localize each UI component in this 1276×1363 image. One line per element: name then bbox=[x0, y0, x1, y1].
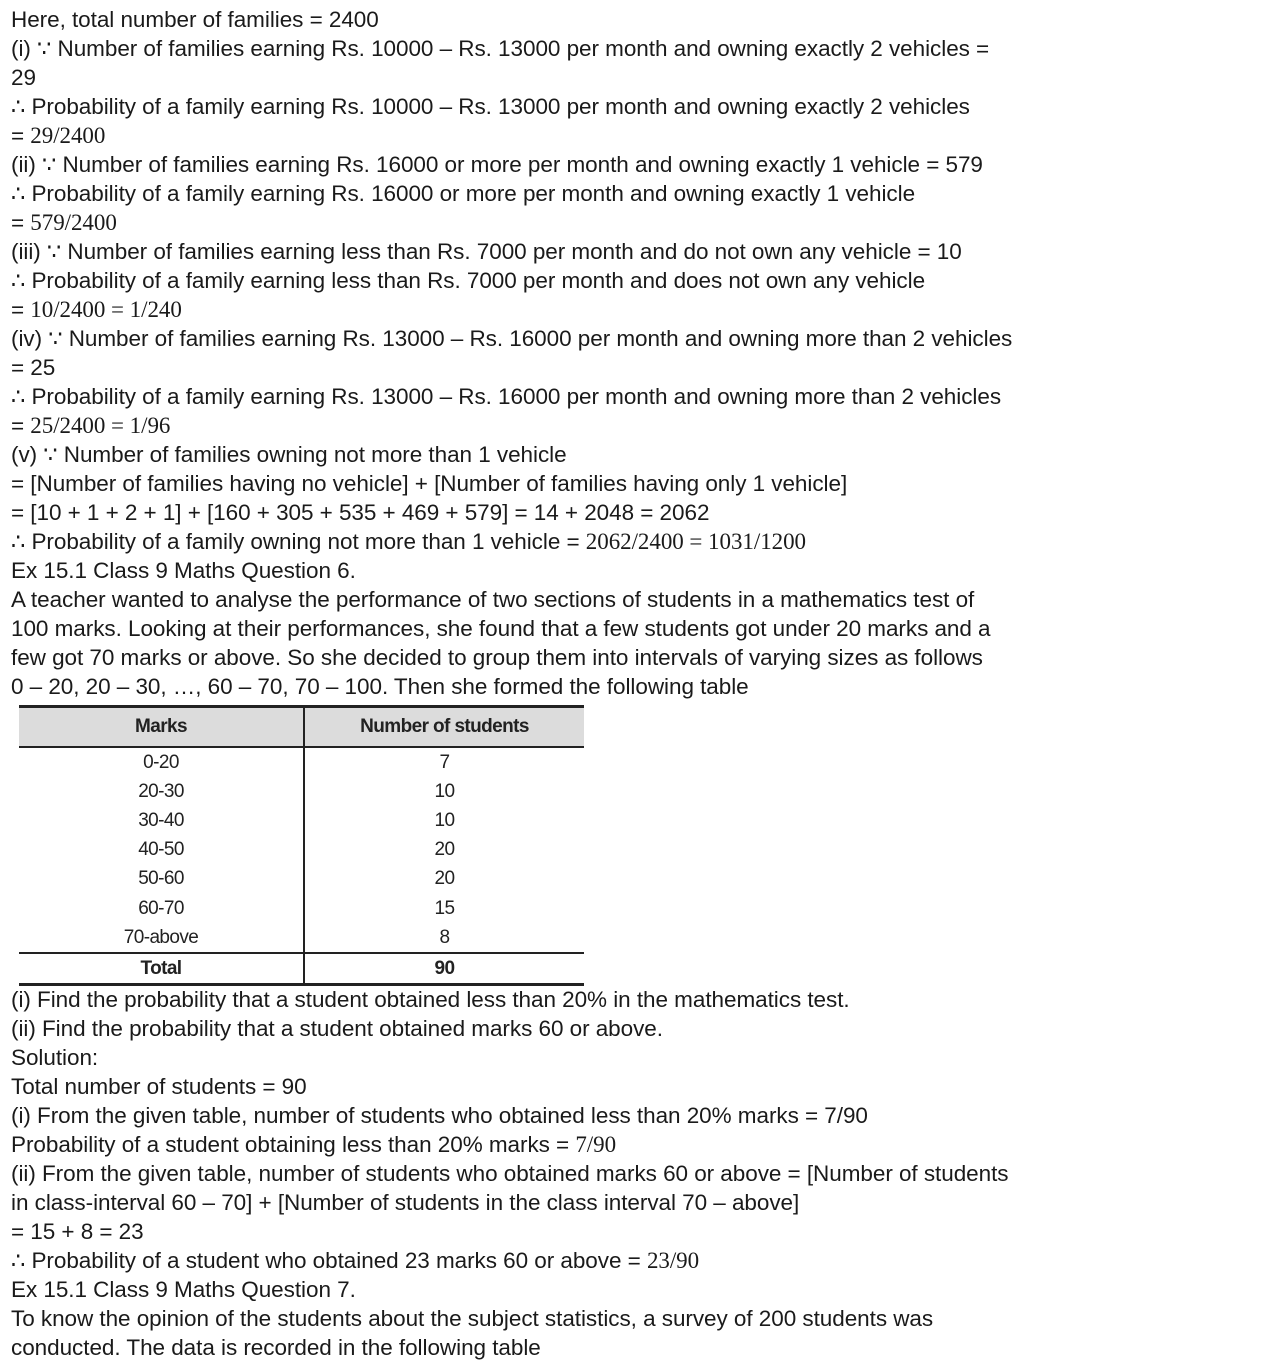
text-line bbox=[11, 5, 1261, 34]
text-line bbox=[11, 1130, 1261, 1159]
table-row bbox=[19, 806, 584, 835]
text-line bbox=[11, 208, 1261, 237]
total-label: Total bbox=[19, 953, 304, 985]
line-text: = 25 bbox=[11, 355, 56, 380]
line-text: = [10 + 1 + 2 + 1] + [160 + 305 + 535 + 469 + 579] = 14 + 2048 = 2062 bbox=[11, 500, 710, 525]
line-text: (v) ∵ Number of families owning not more than 1 vehicle bbox=[11, 442, 567, 467]
table-row bbox=[19, 865, 584, 894]
line-text: ∴ Probability of a student who obtained 23 marks 60 or above = bbox=[11, 1248, 647, 1273]
students-cell: 15 bbox=[434, 897, 455, 919]
line-text: = bbox=[11, 413, 31, 438]
text-line bbox=[11, 121, 1261, 150]
text-line bbox=[11, 1101, 1261, 1130]
solution-part-2 bbox=[11, 985, 1261, 1362]
line-text: conducted. The data is recorded in the following table bbox=[11, 1335, 541, 1360]
text-line bbox=[11, 440, 1261, 469]
line-text: 100 marks. Looking at their performances, she found that a few students got under 20 marks and a bbox=[11, 616, 991, 641]
students-cell: 10 bbox=[434, 780, 455, 802]
text-line bbox=[11, 1072, 1261, 1101]
math-expression: 2062/2400 = 1031/1200 bbox=[585, 529, 806, 554]
text-line bbox=[11, 1275, 1261, 1304]
header-marks: Marks bbox=[19, 707, 304, 748]
line-text: ∴ Probability of a family earning Rs. 10000 – Rs. 13000 per month and owning exactly 2 vehicles bbox=[11, 94, 970, 119]
students-cell: 10 bbox=[434, 809, 455, 831]
math-expression: 25/2400 = 1/96 bbox=[30, 413, 171, 438]
marks-cell: 50-60 bbox=[19, 865, 304, 894]
marks-cell: 60-70 bbox=[19, 894, 304, 923]
line-text: Here, total number of families = 2400 bbox=[11, 7, 379, 32]
marks-cell: 40-50 bbox=[19, 836, 304, 865]
text-line bbox=[11, 672, 1261, 701]
table-total-row bbox=[19, 953, 584, 985]
text-line bbox=[11, 353, 1261, 382]
students-cell: 8 bbox=[439, 926, 450, 948]
table-header-row bbox=[19, 707, 584, 748]
line-text: (ii) Find the probability that a student obtained marks 60 or above. bbox=[11, 1016, 663, 1041]
table-body bbox=[19, 747, 584, 953]
line-text: in class-interval 60 – 70] + [Number of students in the class interval 70 – above] bbox=[11, 1190, 800, 1215]
students-cell: 20 bbox=[434, 839, 455, 861]
text-line bbox=[11, 1159, 1261, 1188]
line-text: = bbox=[11, 297, 31, 322]
line-text: few got 70 marks or above. So she decided to group them into intervals of varying sizes as follows bbox=[11, 645, 983, 670]
line-text: 0 – 20, 20 – 30, …, 60 – 70, 70 – 100. Then she formed the following table bbox=[11, 674, 749, 699]
table-row bbox=[19, 894, 584, 923]
text-line bbox=[11, 985, 1261, 1014]
line-text: Total number of students = 90 bbox=[11, 1074, 307, 1099]
text-line bbox=[11, 643, 1261, 672]
text-line bbox=[11, 63, 1261, 92]
line-text: ∴ Probability of a family owning not more than 1 vehicle = bbox=[11, 529, 586, 554]
table-row bbox=[19, 836, 584, 865]
text-line bbox=[11, 150, 1261, 179]
students-cell: 20 bbox=[434, 868, 455, 890]
line-text: ∴ Probability of a family earning less than Rs. 7000 per month and does not own any vehicle bbox=[11, 268, 926, 293]
text-line bbox=[11, 382, 1261, 411]
line-text: (iv) ∵ Number of families earning Rs. 13000 – Rs. 16000 per month and owning more than 2 vehicles bbox=[11, 326, 1013, 351]
text-line bbox=[11, 585, 1261, 614]
line-text: = bbox=[11, 210, 31, 235]
text-line bbox=[11, 237, 1261, 266]
text-line bbox=[11, 411, 1261, 440]
text-line bbox=[11, 1217, 1261, 1246]
math-expression: 10/2400 = 1/240 bbox=[30, 297, 182, 322]
marks-cell: 20-30 bbox=[19, 777, 304, 806]
table-row bbox=[19, 747, 584, 777]
line-text: 29 bbox=[11, 65, 36, 90]
header-number-of-students: Number of students bbox=[304, 707, 584, 748]
line-text: Probability of a student obtaining less than 20% marks = bbox=[11, 1132, 576, 1157]
text-line bbox=[11, 527, 1261, 556]
line-text: Ex 15.1 Class 9 Maths Question 7. bbox=[11, 1277, 356, 1302]
math-expression: 579/2400 bbox=[30, 210, 117, 235]
text-line bbox=[11, 1014, 1261, 1043]
line-text: (iii) ∵ Number of families earning less than Rs. 7000 per month and do not own any vehicle = 10 bbox=[11, 239, 962, 264]
text-line bbox=[11, 1304, 1261, 1333]
line-text: ∴ Probability of a family earning Rs. 16000 or more per month and owning exactly 1 vehicle bbox=[11, 181, 916, 206]
line-text: = [Number of families having no vehicle] + [Number of families having only 1 vehicle] bbox=[11, 471, 848, 496]
marks-cell: 70-above bbox=[19, 923, 304, 953]
marks-cell: 0-20 bbox=[19, 747, 304, 777]
line-text: Solution: bbox=[11, 1045, 99, 1070]
line-text: (ii) From the given table, number of students who obtained marks 60 or above = [Number of students bbox=[11, 1161, 1009, 1186]
text-line bbox=[11, 92, 1261, 121]
line-text: (ii) ∵ Number of families earning Rs. 16000 or more per month and owning exactly 1 vehicle = 579 bbox=[11, 152, 983, 177]
line-text: Ex 15.1 Class 9 Maths Question 6. bbox=[11, 558, 356, 583]
marks-cell: 30-40 bbox=[19, 806, 304, 835]
text-line bbox=[11, 1188, 1261, 1217]
text-line bbox=[11, 1333, 1261, 1362]
marks-table-container bbox=[11, 703, 611, 985]
text-line bbox=[11, 179, 1261, 208]
total-value: 90 bbox=[304, 953, 584, 985]
text-line bbox=[11, 34, 1261, 63]
line-text: = 15 + 8 = 23 bbox=[11, 1219, 144, 1244]
text-line bbox=[11, 295, 1261, 324]
math-expression: 7/90 bbox=[575, 1132, 617, 1157]
text-line bbox=[11, 266, 1261, 295]
table-row bbox=[19, 777, 584, 806]
marks-table bbox=[19, 705, 584, 986]
solution-part-1 bbox=[11, 5, 1261, 701]
line-text: = bbox=[11, 123, 31, 148]
line-text: A teacher wanted to analyse the performance of two sections of students in a mathematics test of bbox=[11, 587, 975, 612]
line-text: (i) ∵ Number of families earning Rs. 10000 – Rs. 13000 per month and owning exactly 2 vehicles = bbox=[11, 36, 990, 61]
students-cell: 7 bbox=[439, 751, 450, 773]
text-line bbox=[11, 324, 1261, 353]
text-line bbox=[11, 1246, 1261, 1275]
line-text: (i) From the given table, number of students who obtained less than 20% marks = 7/90 bbox=[11, 1103, 868, 1128]
text-line bbox=[11, 556, 1261, 585]
text-line bbox=[11, 614, 1261, 643]
text-line bbox=[11, 1043, 1261, 1072]
line-text: To know the opinion of the students about the subject statistics, a survey of 200 students was bbox=[11, 1306, 934, 1331]
text-line bbox=[11, 498, 1261, 527]
math-expression: 29/2400 bbox=[30, 123, 106, 148]
table-row bbox=[19, 923, 584, 953]
document-page bbox=[11, 5, 1261, 1362]
line-text: ∴ Probability of a family earning Rs. 13000 – Rs. 16000 per month and owning more than 2 vehicles bbox=[11, 384, 1002, 409]
math-expression: 23/90 bbox=[646, 1248, 700, 1273]
line-text: (i) Find the probability that a student obtained less than 20% in the mathematics test. bbox=[11, 987, 850, 1012]
text-line bbox=[11, 469, 1261, 498]
